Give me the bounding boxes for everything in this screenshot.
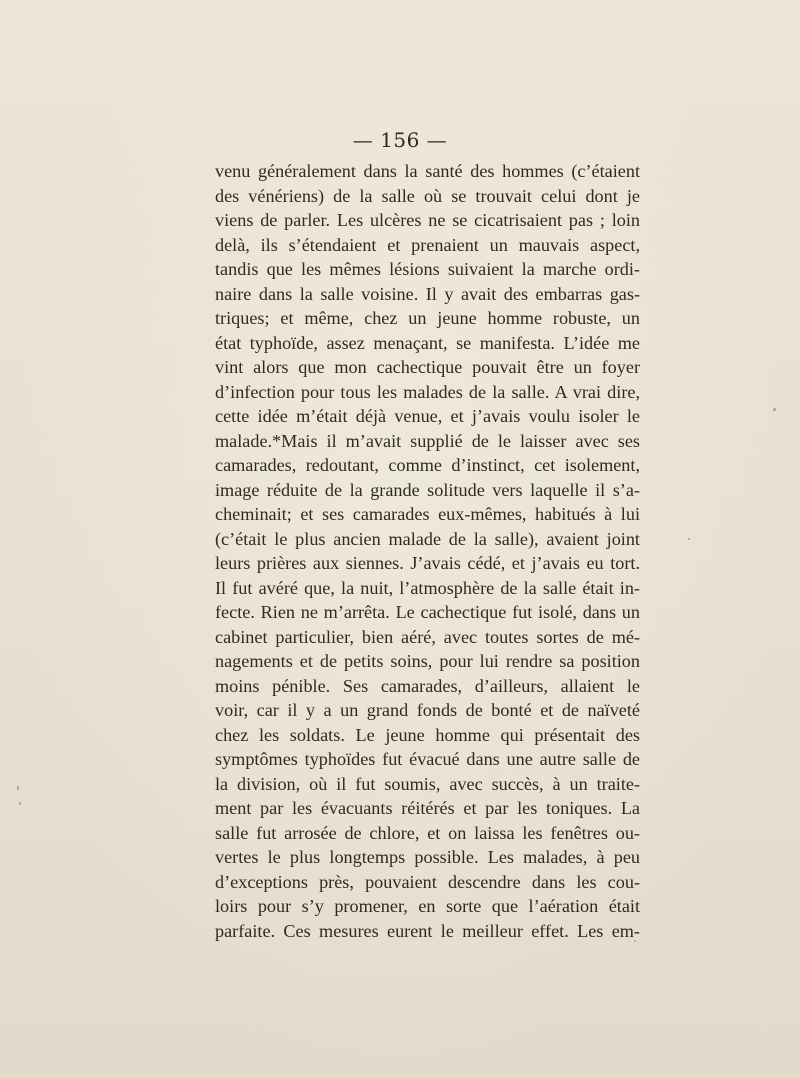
- text-line: d’exceptions près, pouvaient descendre dans les cou-: [215, 871, 640, 892]
- paper-speck: [688, 538, 690, 540]
- body-text: [215, 159, 640, 943]
- text-line: malade.*Mais il m’avait supplié de le laisser avec ses: [215, 430, 640, 451]
- text-line: cette idée m’était déjà venue, et j’avais voulu isoler le: [215, 406, 640, 426]
- text-line: nagements et de petits soins, pour lui rendre sa position: [215, 651, 640, 671]
- page-number: — 156 —: [352, 128, 448, 152]
- paper-speck: [17, 786, 19, 790]
- text-line: parfaite. Ces mesures eurent le meilleur effet. Les em-: [215, 920, 640, 941]
- text-line: état typhoïde, assez menaçant, se manifesta. L’idée me: [215, 332, 640, 353]
- text-line: d’infection pour tous les malades de la salle. A vrai dire,: [215, 381, 640, 402]
- text-line: camarades, redoutant, comme d’instinct, cet isolement,: [215, 455, 640, 475]
- paper-speck: [19, 802, 21, 805]
- text-line: loirs pour s’y promener, en sorte que l’aération était: [215, 896, 640, 916]
- text-line: vertes le plus longtemps possible. Les malades, à peu: [215, 847, 640, 867]
- text-line: voir, car il y a un grand fonds de bonté et de naïveté: [215, 700, 640, 720]
- text-line: chez les soldats. Le jeune homme qui présentait des: [215, 724, 640, 745]
- text-line: delà, ils s’étendaient et prenaient un mauvais aspect,: [215, 234, 640, 255]
- text-line: fecte. Rien ne m’arrêta. Le cachectique fut isolé, dans un: [215, 602, 640, 622]
- text-line: vint alors que mon cachectique pouvait être un foyer: [215, 357, 640, 377]
- text-line: cheminait; et ses camarades eux-mêmes, habitués à lui: [215, 504, 640, 524]
- text-line: salle fut arrosée de chlore, et on laissa les fenêtres ou-: [215, 822, 640, 843]
- text-line: ment par les évacuants réitérés et par les toniques. La: [215, 798, 640, 818]
- text-line: moins pénible. Ses camarades, d’ailleurs, allaient le: [215, 675, 640, 696]
- text-line: symptômes typhoïdes fut évacué dans une autre salle de: [215, 749, 640, 769]
- text-line: tandis que les mêmes lésions suivaient la marche ordi-: [215, 259, 640, 279]
- text-line: Il fut avéré que, la nuit, l’atmosphère de la salle était in-: [215, 577, 640, 598]
- text-line: triques; et même, chez un jeune homme robuste, un: [215, 308, 640, 328]
- text-line: cabinet particulier, bien aéré, avec toutes sortes de mé-: [215, 626, 640, 647]
- paper-speck: [773, 408, 776, 411]
- text-line: viens de parler. Les ulcères ne se cicatrisaient pas ; loin: [215, 210, 640, 230]
- text-line: la division, où il fut soumis, avec succès, à un traite-: [215, 773, 640, 794]
- text-line: (c’était le plus ancien malade de la salle), avaient joint: [215, 528, 640, 549]
- text-line: venu généralement dans la santé des hommes (c’étaient: [215, 161, 640, 181]
- paper-speck: [634, 940, 636, 942]
- text-line: naire dans la salle voisine. Il y avait des embarras gas-: [215, 283, 640, 304]
- text-line: des vénériens) de la salle où se trouvait celui dont je: [215, 185, 640, 206]
- text-line: image réduite de la grande solitude vers laquelle il s’a-: [215, 479, 640, 500]
- text-line: leurs prières aux siennes. J’avais cédé, et j’avais eu tort.: [215, 553, 640, 573]
